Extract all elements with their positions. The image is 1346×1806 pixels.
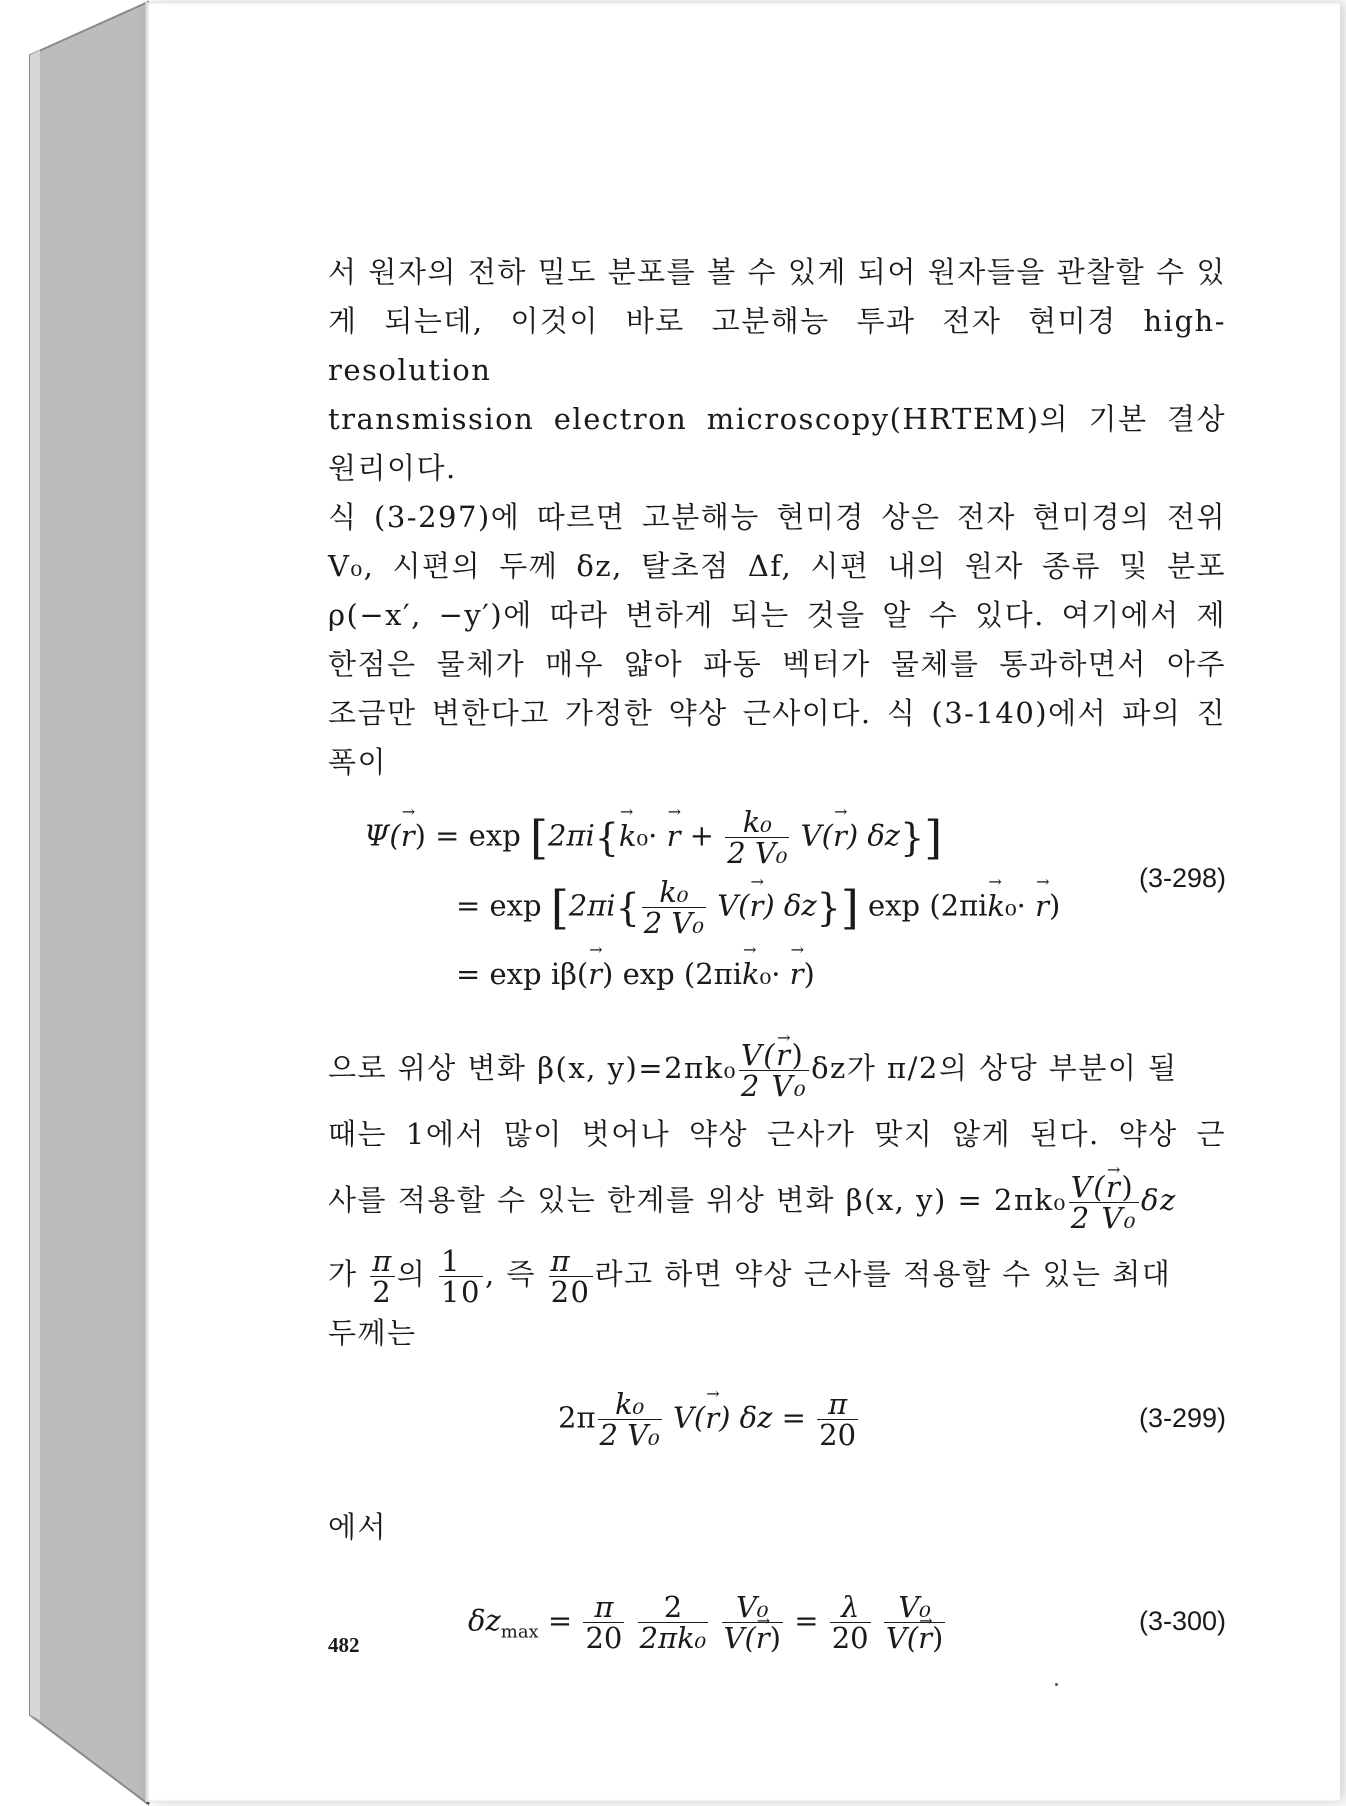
equation-3-298 — [328, 807, 1226, 1013]
text-line: ρ(−x′, −y′)에 따라 변하게 되는 것을 알 수 있다. 여기에서 제 — [328, 598, 1226, 632]
paragraph-2 — [328, 1035, 1226, 1359]
fraction: $\frac{\pi}{2}$ — [372, 1243, 393, 1309]
text-line: 두께는 — [328, 1316, 417, 1350]
fraction: $\frac{2}{\text{2πk₀}}$ — [639, 1590, 707, 1655]
fraction: $\frac{V(r \to)}{\text{2 V₀}}$ — [1069, 1172, 1139, 1233]
text-line: 식 (3-297)에 따르면 고분해능 현미경 상은 전자 현미경의 전위 — [328, 500, 1226, 534]
equation-3-300 — [328, 1592, 1226, 1678]
equation-number: (3-299) — [1138, 1403, 1226, 1433]
text-line: 한점은 물체가 매우 얇아 파동 벡터가 물체를 통과하면서 아주 — [328, 647, 1226, 681]
equation-line-3: = exp iβ(r →) exp (2πik →₀· r →) — [456, 957, 815, 991]
fraction: $\frac{\text{k₀}}{\text{2 V₀}}$ — [599, 1387, 660, 1452]
fraction: $\frac{\text{k₀}}{\text{2 V₀}}$ — [643, 875, 705, 940]
text-line: 서 원자의 전하 밀도 분포를 볼 수 있게 되어 원자들을 관찰할 수 있 — [328, 255, 1226, 289]
fraction: $\frac{1}{10}$ — [441, 1243, 481, 1309]
page-number: 482 — [328, 1633, 360, 1657]
fraction: $\frac{\pi}{20}$ — [585, 1590, 623, 1655]
fraction: $\frac{\lambda}{20}$ — [831, 1590, 869, 1655]
equation-line: $\delta z_{max}$ = $\frac{\pi}{20}$ $\frac{2}{\text{2πk₀}}$ $\frac{\text{V₀}}{V(r \to)}$ = $\frac{\lambda}{20}$ $\frac{\text{V₀}}{V(r \to)}$ — [468, 1592, 947, 1653]
text-line: V₀, 시편의 두께 δz, 탈초점 Δf, 시편 내의 원자 종류 및 분포 — [328, 549, 1226, 583]
equation-line-1: Ψ(r →) = exp [2πi{k →₀· r → + $\frac{\text{k₀}}{\text{2 V₀}}$ V(r →) δz}] — [364, 807, 942, 868]
fraction: $\frac{V(r \to)}{\text{2 V₀}}$ — [739, 1040, 809, 1101]
paragraph-1 — [328, 248, 1226, 787]
book-spine — [0, 0, 150, 1806]
text-line: 사를 적용할 수 있는 한계를 위상 변화 β(x, y) = 2πk₀ $\frac{V(r \to)}{\text{2 V₀}}$ δz — [328, 1167, 1226, 1233]
page-content — [328, 248, 1226, 1678]
fraction: $\frac{\text{V₀}}{V(r \to)}$ — [722, 1592, 783, 1653]
text-line: 때는 1에서 많이 벗어나 약상 근사가 맞지 않게 된다. 약상 근 — [328, 1117, 1226, 1151]
fraction: $\frac{\pi}{20}$ — [550, 1243, 591, 1309]
text-line: 으로 위상 변화 β(x, y)=2πk₀ $\frac{V(r \to)}{\text{2 V₀}}$ δz가 π/2의 상당 부분이 될 — [328, 1035, 1226, 1101]
equation-number: (3-300) — [1138, 1606, 1226, 1636]
text-between: 에서 — [328, 1510, 388, 1544]
equation-line-2: = exp [2πi{ $\frac{\text{k₀}}{\text{2 V₀}}$ V(r →) δz}] exp (2πik →₀· r →) — [456, 877, 1060, 938]
equation-line: 2π $\frac{\text{k₀}}{\text{2 V₀}}$ V(r →) δz = $\frac{\pi}{20}$ — [558, 1389, 860, 1450]
fraction: $\frac{\text{k₀}}{\text{2 V₀}}$ — [727, 805, 788, 870]
fraction: $\frac{\text{V₀}}{V(r \to)}$ — [884, 1592, 945, 1653]
text-line: 조금만 변한다고 가정한 약상 근사이다. 식 (3-140)에서 파의 진 — [328, 696, 1226, 730]
text-line: transmission electron microscopy(HRTEM)의 기본 결상 원리이다. — [328, 402, 1226, 485]
equation-number: (3-298) — [1138, 863, 1226, 893]
text-line: 가 $\frac{\pi}{2}$ 의 $\frac{1}{10}$ , 즉 $\frac{\pi}{20}$ 라고 하면 약상 근사를 적용할 수 있는 최대 — [328, 1243, 1172, 1309]
scan-speck — [1055, 1683, 1058, 1686]
fraction: $\frac{\pi}{20}$ — [819, 1387, 857, 1452]
text-line: 게 되는데, 이것이 바로 고분해능 투과 전자 현미경 high-resolution — [328, 304, 1226, 387]
equation-3-299 — [328, 1389, 1226, 1475]
text-line: 폭이 — [328, 745, 388, 779]
